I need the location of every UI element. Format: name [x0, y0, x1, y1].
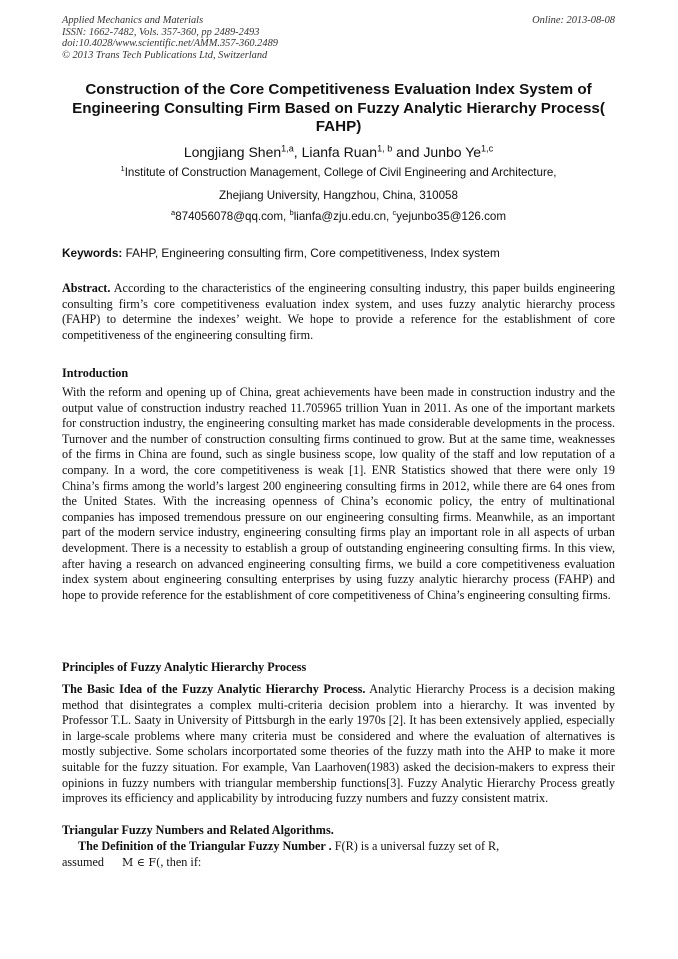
author-sup: 1, b	[377, 143, 393, 154]
journal-copyright: © 2013 Trans Tech Publications Ltd, Switzerland	[62, 49, 268, 61]
email-link: lianfa@zju.edu.cn	[293, 210, 387, 223]
journal-name: Applied Mechanics and Materials	[62, 15, 204, 26]
journal-doi: doi:10.4028/www.scientific.net/AMM.357-360.2489	[62, 38, 278, 50]
author-name: Junbo Ye	[423, 144, 482, 160]
paper-title: Construction of the Core Competitiveness Evaluation Index System of Engineering Consulting Firm Based on Fuzzy Analytic Hierarchy Process( FAHP)	[72, 81, 605, 135]
journal-header	[62, 15, 615, 61]
journal-issn: ISSN: 1662-7482, Vols. 357-360, pp 2489-2493	[62, 26, 260, 38]
author-sup: 1,a	[281, 143, 294, 154]
affiliation-line-2: Zhejiang University, Hangzhou, China, 310058	[219, 189, 458, 202]
keywords-label: Keywords:	[62, 246, 123, 260]
principles-heading: Principles of Fuzzy Analytic Hierarchy Process	[62, 660, 307, 674]
definition-paragraph	[62, 839, 615, 855]
author-name: Lianfa Ruan	[301, 144, 378, 160]
introduction-text: With the reform and opening up of China, great achievements have been made in construction industry and the output value of construction industry reached 11.705965 trillion Yuan in 2011. As one of the important markets for construction industry, the engineering consulting market has made considerable developments in the process. Turnover and the number of construction consulting firms continued to grow. But at the same time, weaknesses of the firms in China are found, such as single business scope, low quality of the staff and low reputation of a company. In a word, the core competitiveness is weak [1]. ENR Statistics showed that there were only 19 China’s firms among the world’s largest 200 engineering consulting firms in 2012, while there are 64 ones from the United States. With the increasing openness of China’s economic policy, the entry of multinational companies has imposed tremendous pressure on our engineering consulting firms. Meanwhile, as an important part of the modern service industry, engineering consulting firms play an important role in all aspects of urban development. There is a necessity to establish a group of outstanding engineering consulting firms. In this view, after having a research on advanced engineering consulting firms, we build a core competitiveness evaluation index system about engineering consulting enterprises by using fuzzy analytic hierarchy process (FAHP) and hope to provide reference for the establishment of core competitiveness of China’s engineering consulting firms.	[62, 385, 615, 602]
basic-idea-label: The Basic Idea of the Fuzzy Analytic Hierarchy Process.	[62, 682, 366, 696]
email-link: yejunbo35@126.com	[396, 210, 506, 223]
math-expression: M ∈ F(	[121, 856, 161, 869]
abstract-text: According to the characteristics of the engineering consulting industry, this paper builds engineering consulting firm’s core competitiveness evaluation index system, and uses fuzzy analytic hierarchy process (FAHP) to determine the indexes’ weight. We hope to provide a reference for the establishment of core competitiveness of the engineering consulting firm.	[62, 281, 615, 342]
author-sup: 1,c	[481, 143, 494, 154]
online-date: Online: 2013-08-08	[532, 15, 615, 26]
author-list: Longjiang Shen$^{1,a}$, Lianfa Ruan$^{1, b}$ and Junbo Ye$^{1,c}$	[183, 143, 494, 160]
author-name: Longjiang Shen	[183, 144, 282, 160]
keywords-text: FAHP, Engineering consulting firm, Core competitiveness, Index system	[122, 246, 500, 260]
abstract	[62, 281, 615, 343]
keywords	[62, 245, 615, 261]
affiliation-line-1: $^1$Institute of Construction Management, College of Civil Engineering and Architecture,	[120, 164, 557, 179]
basic-idea-text: Analytic Hierarchy Process is a decision making method that disintegrates a complex multi-criteria decision problem into a hierarchy. It was invented by Professor T.L. Saaty in University of Pittsburgh in the early 1970s [2]. It has been extensively applied, especially in large-scale problems where many criteria must be considered and where the evaluation of alternatives is mostly subjective. Some scholars incorportated some theories of the fuzzy math into the AHP to make it more suitable for the fuzzy situation. For example, Van Laarhoven(1983) asked the decision-makers to express their opinions in fuzzy numbers with triangular membership functions[3]. Fuzzy Analytic Hierarchy Process greatly improves its efficiency and applicability by introducing fuzzy numbers and fuzzy consistent matrix.	[62, 682, 615, 806]
definition-label: The Definition of the Triangular Fuzzy Number .	[78, 839, 332, 853]
email-list: $^a$874056078@qq.com, $^b$lianfa@zju.edu.cn, $^c$yejunbo35@126.com	[171, 208, 506, 223]
assumed-line: assumed M ∈ F(, then if:	[62, 855, 202, 869]
definition-text: F(R) is a universal fuzzy set of R,	[331, 839, 500, 853]
basic-idea-paragraph	[62, 682, 615, 807]
email-link: 874056078@qq.com	[175, 210, 284, 223]
abstract-label: Abstract.	[62, 281, 111, 295]
introduction-heading: Introduction	[62, 366, 129, 380]
triangular-subheading: Triangular Fuzzy Numbers and Related Algorithms.	[62, 823, 334, 837]
